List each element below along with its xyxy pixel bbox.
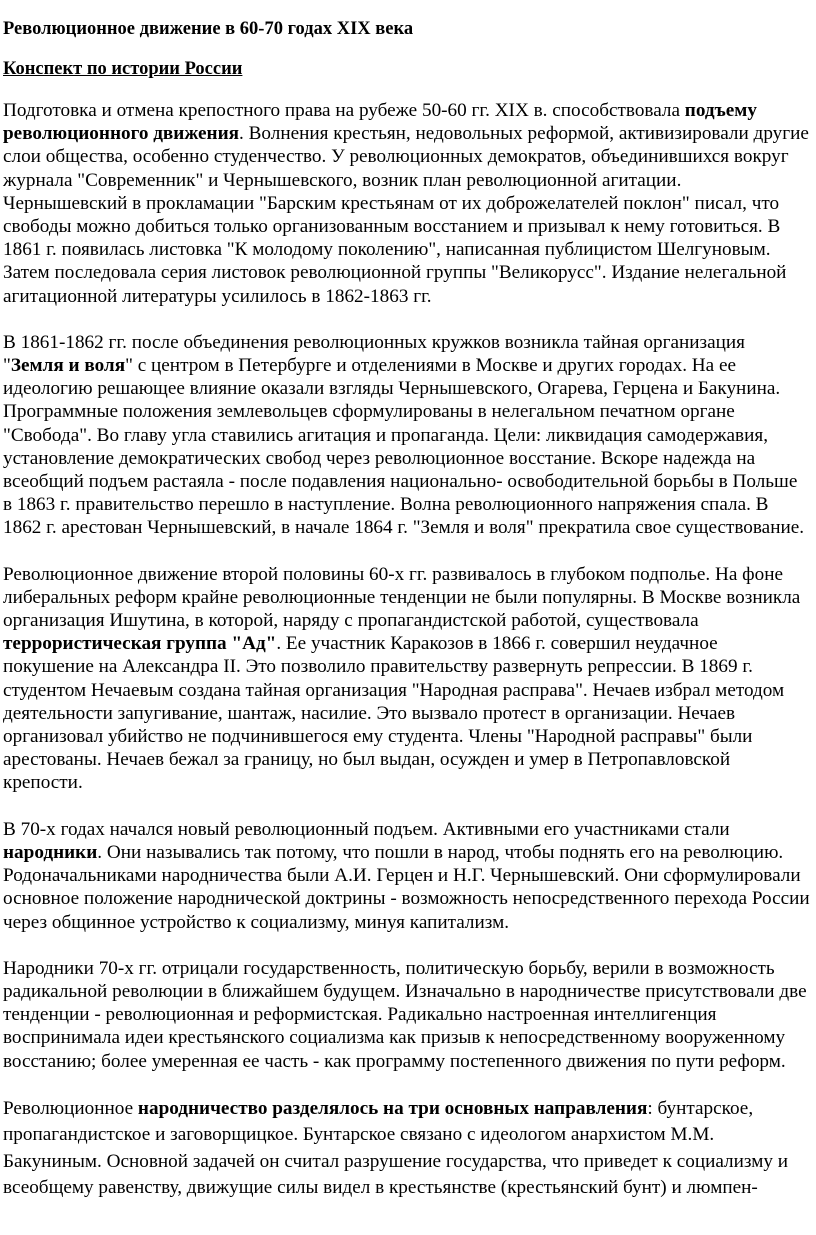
paragraph-2 [3, 331, 810, 540]
paragraph-6 [3, 1096, 810, 1202]
text-segment: . Волнения крестьян, недовольных реформой, активизировали другие слои общества, особенно студенчество. У революционных демократов, объединившихся вокруг журнала "Современник" и Чернышевского, возник план революционной агитации. Чернышевский в прокламации "Барским крестьянам от их доброжелателей поклон" писал, что свободы можно добиться только организованным восстанием и призывал к нему готовиться. В 1861 г. появилась листовка "К молодому поколению", написанная публицистом Шелгуновым. Затем последовала серия листовок революционной группы "Великорусс". Издание нелегальной агитационной литературы усилилось в 1862-1863 гг. [3, 123, 809, 307]
paragraph-4 [3, 818, 810, 934]
text-segment: Революционное [3, 1097, 138, 1119]
document-title: Революционное движение в 60-70 годах XIX века [3, 19, 414, 39]
text-segment: В 70-х годах начался новый революционный подъем. Активными его участниками стали [3, 818, 730, 840]
text-segment: : бунтарское, пропагандистское и заговорщицкое. Бунтарское связано с идеологом анархистом М.М. Бакуниным. Основной задачей он считал разрушение государства, что приведет к социализму и всеобщему равенству, движущие силы видел в крестьянстве (крестьянский бунт) и люмпен- [3, 1097, 788, 1199]
bold-segment: народники [3, 841, 98, 863]
text-segment: . Ее участник Каракозов в 1866 г. совершил неудачное покушение на Александра II. Это позволило правительству развернуть репрессии. В 1869 г. студентом Нечаевым создана тайная организация "Народная расправа". Нечаев избрал методом деятельности запугивание, шантаж, насилие. Это вызвало протест в организации. Нечаев организовал убийство не подчинившегося ему студента. Члены "Народной расправы" были арестованы. Нечаев бежал за границу, но был выдан, осужден и умер в Петропавловской крепости. [3, 633, 785, 794]
text-segment: Революционное движение второй половины 60-х гг. развивалось в глубоком подполье. На фоне либеральных реформ крайне революционные тенденции не были популярны. В Москве возникла организация Ишутина, в которой, наряду с пропагандистской работой, существовала [3, 563, 801, 632]
paragraph-1 [3, 99, 810, 308]
paragraph-3 [3, 563, 810, 795]
paragraph-5 [3, 957, 810, 1073]
text-segment: . Они назывались так потому, что пошли в народ, чтобы поднять его на революцию. Родоначальниками народничества были А.И. Герцен и Н.Г. Чернышевский. Они сформулировали основное положение народнической доктрины - возможность непосредственного перехода России через общинное устройство к социализму, минуя капитализм. [3, 841, 810, 933]
bold-segment: Земля и воля [10, 355, 126, 377]
text-segment: " с центром в Петербурге и отделениями в Москве и других городах. На ее идеологию решающее влияние оказали взгляды Чернышевского, Огарева, Герцена и Бакунина. Программные положения землевольцев сформулированы в нелегальном печатном органе "Свобода". Во главу угла ставились агитация и пропаганда. Цели: ликвидация самодержавия, установление демократических свобод через революционное восстание. Вскоре надежда на всеобщий подъем растаяла - после подавления национально- освободительной борьбы в Польше в 1863 г. правительство перешло в наступление. Волна революционного напряжения спала. В 1862 г. арестован Чернышевский, в начале 1864 г. "Земля и воля" прекратила свое существование. [3, 355, 805, 539]
document-subtitle: Конспект по истории России [3, 59, 243, 79]
bold-segment: подъему революционного движения [3, 100, 757, 145]
bold-segment: народничество разделялось на три основных направления [137, 1097, 648, 1119]
text-segment: Подготовка и отмена крепостного права на рубеже 50-60 гг. XIX в. способствовала [3, 100, 685, 121]
text-segment: Народники 70-х гг. отрицали государственность, политическую борьбу, верили в возможность радикальной революции в ближайшем будущем. Изначально в народничестве присутствовали две тенденции - революционная и реформистская. Радикально настроенная интеллигенция воспринимала идеи крестьянского социализма как призыв к непосредственному вооруженному восстанию; более умеренная ее часть - как программу постепенного движения по пути реформ. [3, 957, 807, 1072]
text-segment: В 1861-1862 гг. после объединения революционных кружков возникла тайная организация " [3, 331, 746, 377]
bold-segment: террористическая группа "Ад" [3, 633, 277, 655]
